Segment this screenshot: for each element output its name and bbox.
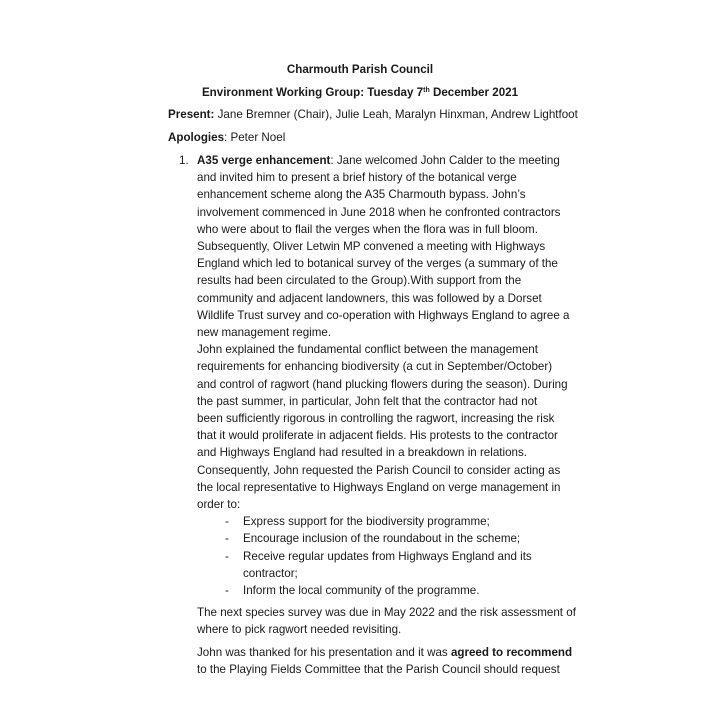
para2-line: been sufficiently rigorous in controlling the ragwort, increasing the risk	[197, 412, 555, 426]
council-title: Charmouth Parish Council	[286, 63, 434, 76]
apologies-label: Apologies	[168, 131, 225, 144]
para2-line: and Highways England had resulted in a breakdown in relations.	[197, 446, 527, 460]
para4-line: to the Playing Fields Committee that the Parish Council should request	[197, 662, 560, 676]
para1-line: Wildlife Trust survey and co-operation with Highways England to agree a	[197, 308, 570, 322]
dash-marker: -	[225, 549, 229, 563]
para4-bold-decision: agreed to recommend	[450, 645, 573, 659]
para3-line: where to pick ragwort needed revisiting.	[197, 623, 402, 637]
paragraph-3	[197, 604, 576, 638]
dash-marker: -	[225, 532, 229, 546]
para1-line: new management regime.	[197, 326, 332, 340]
para1-line: results had been circulated to the Group).With support from the	[197, 274, 522, 288]
bullet-line: Receive regular updates from Highways England and its	[243, 549, 532, 563]
paragraph-2	[197, 341, 568, 513]
apologies-line	[168, 129, 285, 146]
para1-line: involvement commenced in June 2018 when he confronted contractors	[197, 205, 561, 219]
meeting-title-prefix: Environment Working Group: Tuesday 7	[201, 86, 424, 99]
list-item	[211, 548, 559, 582]
meeting-title	[0, 84, 720, 101]
item-body	[197, 152, 576, 678]
meeting-title-suffix: December 2021	[429, 86, 519, 99]
para2-line: and control of ragwort (hand plucking flowers during the season). During	[197, 377, 568, 391]
list-item	[211, 513, 559, 530]
para2-line: Consequently, John requested the Parish Council to consider acting as	[197, 463, 561, 477]
para2-line: that it would proliferate in adjacent fields. His protests to the contractor	[197, 429, 558, 443]
para1-line-text: : Jane welcomed John Calder to the meeting	[330, 154, 560, 167]
list-item	[211, 530, 559, 547]
para4-prefix: John was thanked for his presentation and it was	[197, 645, 451, 659]
para2-line: John explained the fundamental conflict between the management	[197, 343, 538, 357]
para1-line: England which led to botanical survey of the verges (a summary of the	[197, 257, 558, 271]
para1-line	[197, 152, 559, 169]
dash-marker: -	[225, 515, 229, 529]
bullet-line: contractor;	[243, 566, 298, 580]
item-number: 1.	[179, 154, 189, 167]
para1-line: community and adjacent landowners, this was followed by a Dorset	[197, 291, 542, 305]
bullet-line: Inform the local community of the programme.	[243, 584, 480, 598]
present-line	[168, 106, 578, 123]
apologies-names: : Peter Noel	[224, 131, 286, 144]
para2-line: order to:	[197, 498, 241, 512]
meeting-title-sup: th	[423, 87, 430, 94]
bullet-list	[211, 513, 559, 599]
bullet-line: Express support for the biodiversity programme;	[243, 515, 490, 529]
paragraph-1	[197, 152, 570, 341]
para3-line: The next species survey was due in May 2022 and the risk assessment of	[197, 606, 576, 620]
paragraph-4	[197, 644, 573, 678]
para2-line: the local representative to Highways England on verge management in	[197, 480, 561, 494]
para4-line	[197, 644, 573, 661]
para1-line: Subsequently, Oliver Letwin MP convened a meeting with Highways	[197, 240, 546, 254]
list-item	[211, 582, 559, 599]
present-names: Jane Bremner (Chair), Julie Leah, Maralyn Hinxman, Andrew Lightfoot	[214, 108, 578, 121]
present-label: Present:	[168, 108, 215, 121]
para2-line: the past summer, in particular, John felt that the contractor had not	[197, 394, 538, 408]
bullet-line: Encourage inclusion of the roundabout in the scheme;	[243, 532, 521, 546]
para2-line: requirements for enhancing biodiversity (a cut in September/October)	[197, 360, 553, 374]
para1-line: enhancement scheme along the A35 Charmouth bypass. John’s	[197, 188, 526, 202]
item-heading: A35 verge enhancement	[197, 154, 331, 167]
para1-line: who were about to flail the verges when the flora was in full bloom.	[197, 222, 538, 236]
para1-line: and invited him to present a brief history of the botanical verge	[197, 171, 517, 185]
agenda-item-1	[179, 152, 576, 678]
dash-marker: -	[225, 584, 229, 598]
